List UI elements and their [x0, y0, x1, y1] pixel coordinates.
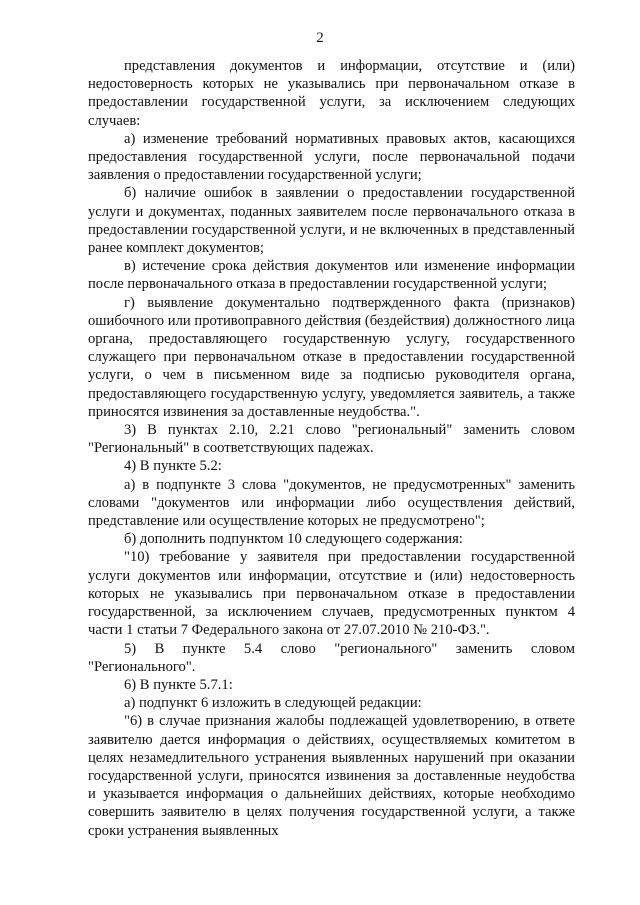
- paragraph: в) истечение срока действия документов или изменение информации после первоначального отказа в предоставлении государственной услуги;: [88, 258, 575, 293]
- paragraph: 6) В пункте 5.7.1:: [124, 676, 233, 693]
- paragraph: г) выявление документально подтвержденного факта (признаков) ошибочного или противоправного действия (бездействия) должностного лица органа, предоставляющего государственную услугу, государственного служащего при первоначальном отказе в предоставлении государственной услуги, о чем в письменном виде за подписью руководителя органа, предоставляющего государственную услугу, уведомляется заявитель, а также приносятся извинения за доставленные неудобства.".: [88, 294, 575, 420]
- paragraph: "10) требование у заявителя при предоставлении государственной услуги документов или информации, отсутствие и (или) недостоверность которых не указывались при первоначальном отказе в предоставлении государственной, за исключением случаев, предусмотренных пунктом 4 части 1 статьи 7 Федерального закона от 27.07.2010 № 210-ФЗ.".: [88, 549, 575, 639]
- paragraph: а) подпункт 6 изложить в следующей редакции:: [124, 695, 422, 712]
- paragraph: б) дополнить подпунктом 10 следующего содержания:: [124, 531, 463, 548]
- document-body: [88, 57, 575, 840]
- paragraph: 5) В пункте 5.4 слово "регионального" заменить словом "Регионального".: [88, 640, 575, 675]
- page-number: 2: [316, 30, 324, 46]
- paragraph: "6) в случае признания жалобы подлежащей удовлетворению, в ответе заявителю дается информация о действиях, осуществляемых комитетом в целях незамедлительного устранения выявленных нарушений при оказании государственной услуги, приносятся извинения за доставленные неудобства и указывается информация о дальнейших действиях, которые необходимо совершить заявителю в целях получения государственной услуги, а также сроки устранения выявленных: [88, 713, 575, 839]
- paragraph: а) изменение требований нормативных правовых актов, касающихся предоставления государственной услуги, после первоначальной подачи заявления о предоставлении государственной услуги;: [88, 130, 575, 184]
- paragraph: 3) В пунктах 2.10, 2.21 слово "региональный" заменить словом "Региональный" в соответствующих падежах.: [88, 422, 575, 457]
- paragraph: б) наличие ошибок в заявлении о предоставлении государственной услуги и документах, поданных заявителем после первоначального отказа в предоставлении государственной услуги, и не включенных в представленный ранее комплект документов;: [88, 185, 575, 257]
- paragraph: представления документов и информации, отсутствие и (или) недостоверность которых не указывались при первоначальном отказе в предоставлении государственной услуги, за исключением следующих случаев:: [88, 58, 575, 129]
- paragraph: а) в подпункте 3 слова "документов, не предусмотренных" заменить словами "документов или информации либо осуществления действий, представление или осуществление которых не предусмотрено";: [88, 476, 575, 530]
- paragraph: 4) В пункте 5.2:: [124, 458, 222, 475]
